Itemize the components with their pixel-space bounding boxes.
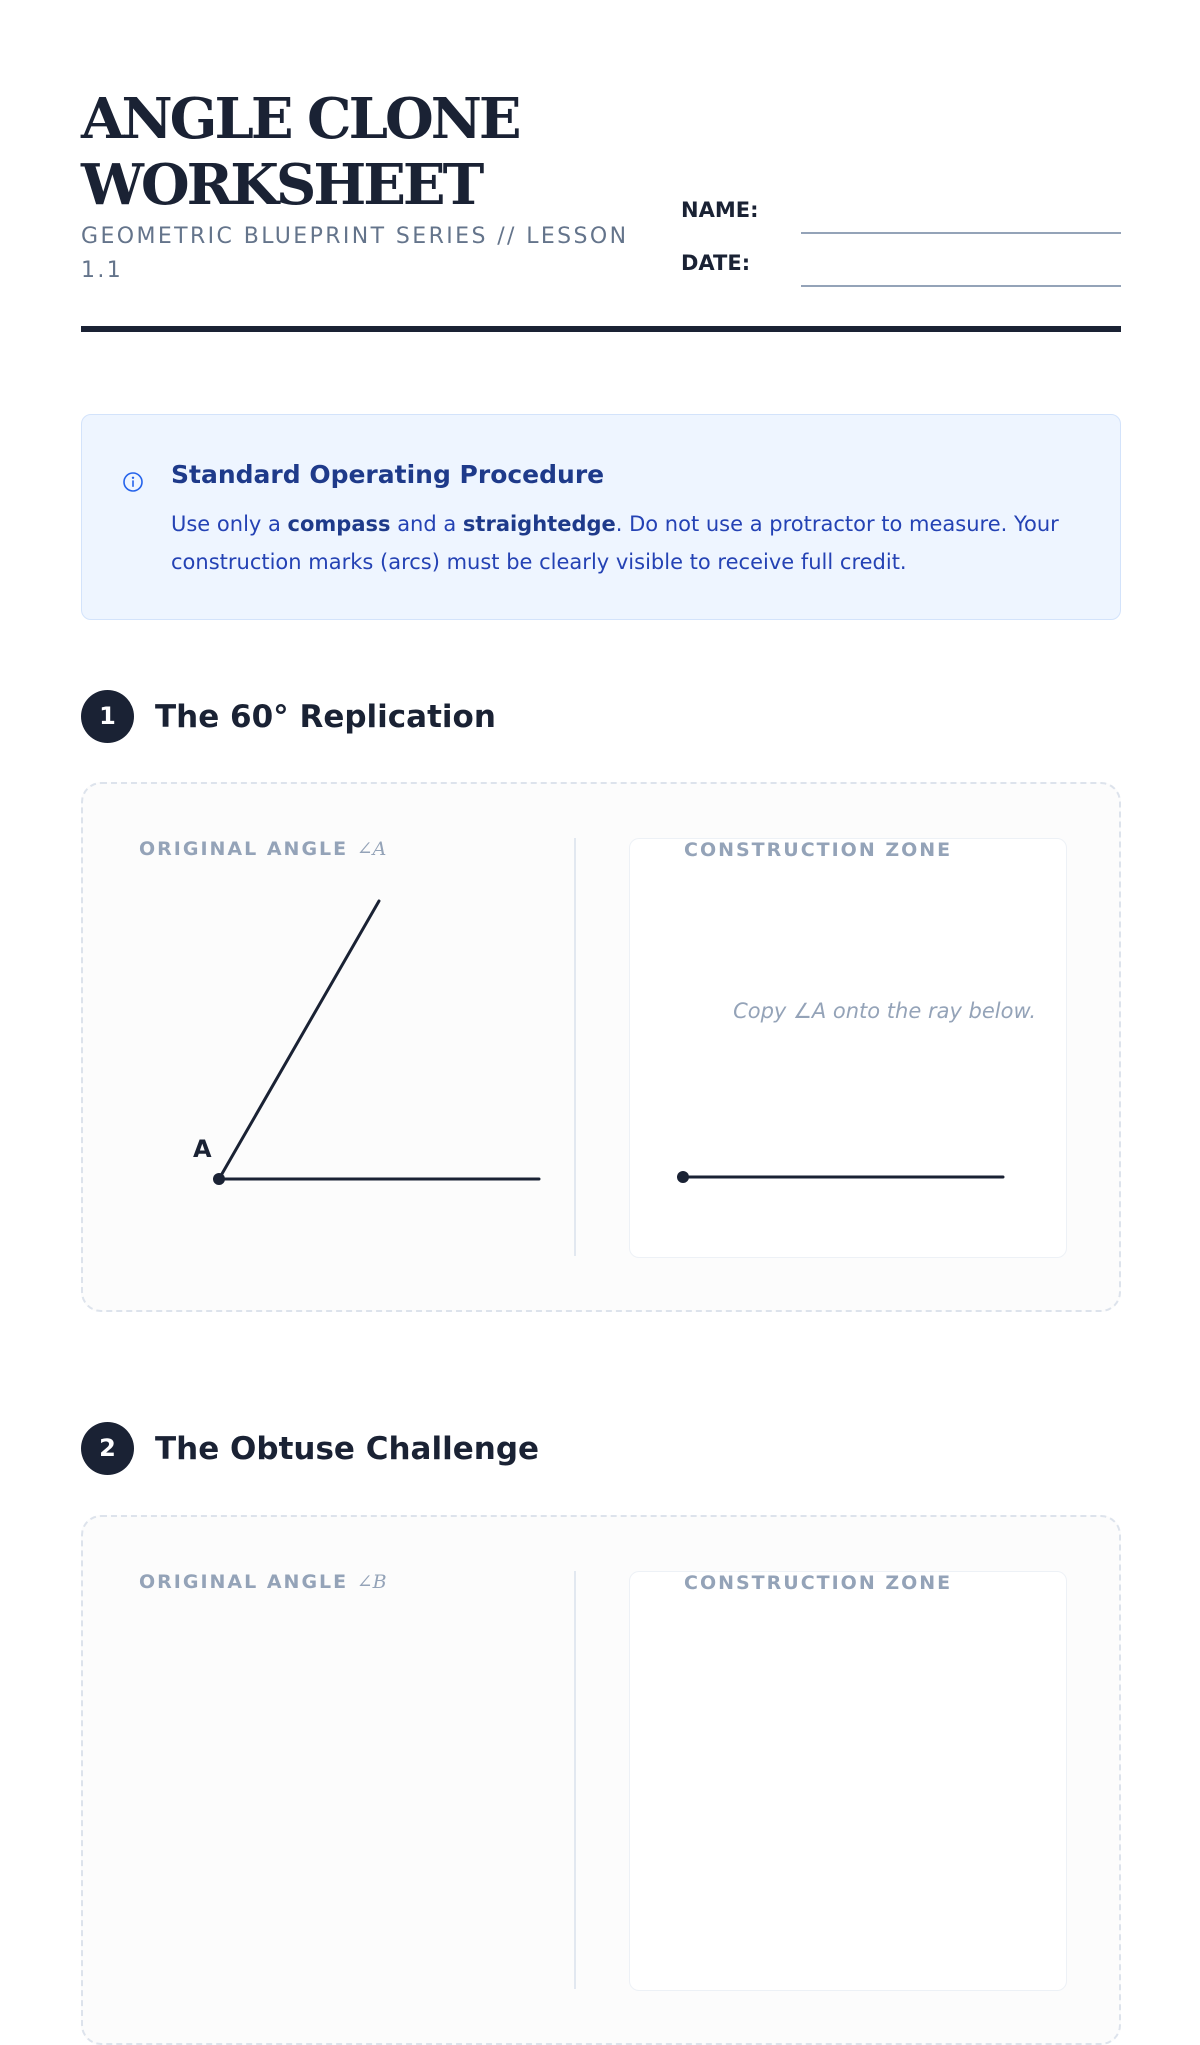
date-field[interactable] bbox=[681, 247, 1121, 287]
construction-ray-1-endpoint bbox=[677, 1171, 689, 1183]
construction-zone-1[interactable] bbox=[629, 838, 1067, 1258]
section-1-panel bbox=[81, 782, 1121, 1312]
panel-divider bbox=[574, 838, 576, 1256]
construction-zone-2-label: CONSTRUCTION ZONE bbox=[684, 1572, 953, 1594]
info-icon bbox=[122, 471, 144, 498]
section-2-panel bbox=[81, 1515, 1121, 2045]
name-input-line[interactable] bbox=[801, 232, 1121, 234]
section-2-header bbox=[81, 1422, 1121, 1476]
section-1-title: The 60° Replication bbox=[155, 699, 496, 735]
angle-a-vertex-point bbox=[213, 1173, 225, 1185]
notice-text-suffix: . Do not use a protractor to measure. Your construction marks (arcs) must be clearly visible to receive full credit. bbox=[171, 512, 1059, 574]
compass-term: compass bbox=[287, 512, 391, 536]
original-angle-a-diagram bbox=[83, 784, 573, 1312]
notice-body bbox=[171, 505, 1084, 581]
notice-title: Standard Operating Procedure bbox=[171, 460, 605, 489]
angle-a-symbol: ∠A bbox=[356, 838, 387, 860]
construction-ray-1-diagram bbox=[630, 839, 1066, 1257]
original-angle-b-label bbox=[139, 1571, 387, 1593]
section-2-number-badge: 2 bbox=[81, 1422, 134, 1475]
section-1-number-badge: 1 bbox=[81, 690, 134, 743]
notice-text-prefix: Use only a bbox=[171, 512, 288, 536]
name-label: NAME: bbox=[681, 198, 759, 222]
straightedge-term: straightedge bbox=[462, 512, 616, 536]
construction-zone-2[interactable] bbox=[629, 1571, 1067, 1991]
notice-text-and: and a bbox=[390, 512, 463, 536]
date-input-line[interactable] bbox=[801, 285, 1121, 287]
date-label: DATE: bbox=[681, 251, 751, 275]
construction-zone-1-label: CONSTRUCTION ZONE bbox=[684, 839, 953, 861]
original-angle-a-text: ORIGINAL ANGLE bbox=[139, 838, 357, 860]
worksheet-subtitle: GEOMETRIC BLUEPRINT SERIES // LESSON 1.1 bbox=[81, 224, 629, 283]
procedure-notice bbox=[81, 414, 1121, 620]
name-field[interactable] bbox=[681, 194, 1121, 234]
section-1-header bbox=[81, 690, 1121, 744]
header-rule bbox=[81, 326, 1121, 332]
vertex-a-label: A bbox=[193, 1135, 212, 1163]
panel-2-divider bbox=[574, 1571, 576, 1989]
angle-b-symbol: ∠B bbox=[356, 1571, 387, 1593]
worksheet-title: ANGLE CLONE WORKSHEET bbox=[81, 86, 519, 218]
section-2-title: The Obtuse Challenge bbox=[155, 1431, 540, 1467]
angle-a-slanted-ray bbox=[219, 901, 379, 1179]
construction-zone-1-hint: Copy ∠A onto the ray below. bbox=[733, 999, 1036, 1023]
original-angle-b-text: ORIGINAL ANGLE bbox=[139, 1571, 357, 1593]
